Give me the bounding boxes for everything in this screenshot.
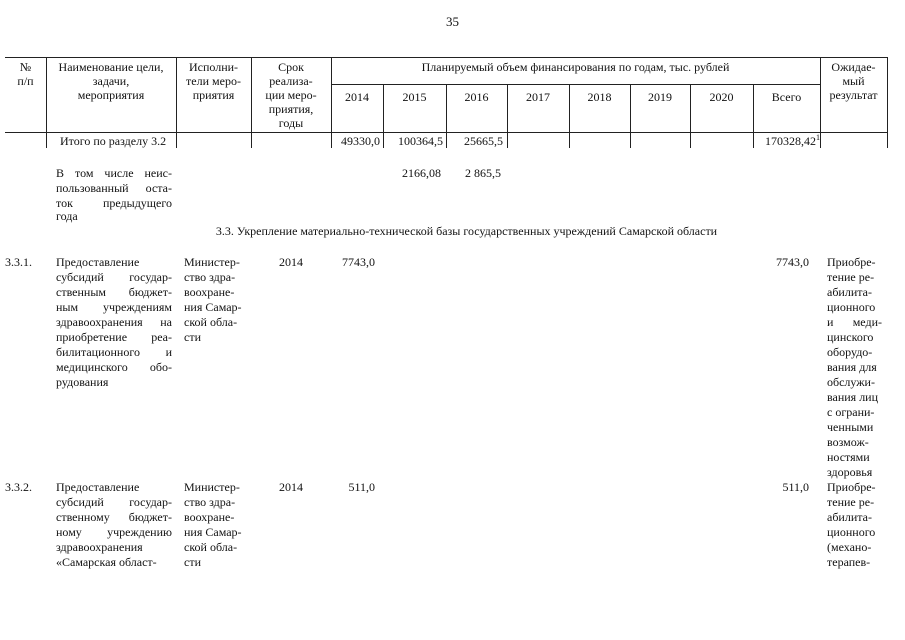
- header-year-2017: 2017: [526, 90, 550, 104]
- header-year-2020: 2020: [709, 90, 734, 104]
- row-result-line: возмож-: [827, 435, 869, 449]
- row-name-line: субсидий государ-: [56, 270, 172, 284]
- row-result-line: (механо-: [827, 540, 872, 554]
- row-number: 3.3.1.: [5, 255, 32, 269]
- row-executor-line: сти: [184, 555, 201, 569]
- row-executor-line: ской обла-: [184, 540, 238, 554]
- section-title: 3.3. Укрепление материально-технической базы государственных учреждений Самарской области: [215, 224, 718, 238]
- row-executor-line: ской обла-: [184, 315, 238, 329]
- row-name-line: билитационного и: [56, 345, 172, 359]
- total-row-label: Итого по разделу 3.2: [60, 134, 167, 148]
- row-result-line: ченными: [827, 420, 874, 434]
- row-executor-line: воохране-: [184, 510, 235, 524]
- row-name-line: ственному бюджет-: [56, 510, 172, 524]
- remainder-line-1: В том числе неис-: [56, 166, 172, 180]
- header-year-2016: 2016: [464, 90, 489, 104]
- header-year-2018: 2018: [587, 90, 612, 104]
- header-year-total: Всего: [771, 90, 802, 104]
- total-row-2014: 49330,0: [341, 134, 380, 148]
- header-num: № п/п: [17, 60, 34, 88]
- row-result-line: вания лиц: [827, 390, 879, 404]
- header-year-2014: 2014: [345, 90, 369, 104]
- header-result: Ожидае- мый результат: [829, 60, 878, 102]
- row-result-line: и меди-: [827, 315, 882, 329]
- remainder-2016: 2 865,5: [465, 166, 501, 180]
- total-row-total: 170328,42$^1$: [765, 133, 820, 148]
- row-result-line: с ограни-: [827, 405, 875, 419]
- row-result-line: тение ре-: [827, 270, 875, 284]
- row-name-line: Предоставление: [56, 255, 140, 269]
- row-result-line: ционного: [827, 300, 876, 314]
- total-row-2016: 25665,5: [464, 134, 503, 148]
- row-value-2014: 511,0: [348, 480, 375, 494]
- row-result-line: абилита-: [827, 510, 872, 524]
- row-result-line: цинского: [827, 330, 874, 344]
- footnote-marker: 1: [816, 133, 820, 142]
- row-number: 3.3.2.: [5, 480, 32, 494]
- page-number: 35: [446, 14, 459, 29]
- header-year-2019: 2019: [648, 90, 672, 104]
- row-result-line: тение ре-: [827, 495, 875, 509]
- row-executor-line: ство здра-: [184, 270, 236, 284]
- remainder-line-4: года: [56, 209, 78, 223]
- row-executor-line: ния Самар-: [184, 525, 242, 539]
- row-result-line: оборудо-: [827, 345, 873, 359]
- row-result-line: ностями: [827, 450, 870, 464]
- row-value-total: 7743,0: [776, 255, 809, 269]
- row-name-line: ному учреждению: [56, 525, 172, 539]
- header-year-2015: 2015: [402, 90, 427, 104]
- row-name-line: здравоохранения на: [56, 315, 172, 329]
- row-executor-line: ния Самар-: [184, 300, 242, 314]
- row-result-line: абилита-: [827, 285, 872, 299]
- row-executor-line: Министер-: [184, 480, 240, 494]
- header-executors: Исполни- тели меро- приятия: [186, 60, 241, 102]
- remainder-line-3: ток предыдущего: [56, 196, 172, 210]
- row-executor-line: Министер-: [184, 255, 240, 269]
- row-period: 2014: [279, 255, 303, 269]
- row-name-line: субсидий государ-: [56, 495, 172, 509]
- row-executor-line: сти: [184, 330, 201, 344]
- row-executor-line: воохране-: [184, 285, 235, 299]
- row-name-line: «Самарская област-: [56, 555, 157, 569]
- row-name-line: приобретение реа-: [56, 330, 172, 344]
- row-executor-line: ство здра-: [184, 495, 236, 509]
- row-name-line: здравоохранения: [56, 540, 143, 554]
- total-row-2015: 100364,5: [398, 134, 443, 148]
- header-financing: Планируемый объем финансирования по годам, тыс. рублей: [421, 60, 730, 74]
- header-name: Наименование цели, задачи, мероприятия: [58, 60, 164, 102]
- row-result-line: терапев-: [827, 555, 871, 569]
- row-name-line: медицинского обо-: [56, 360, 172, 374]
- row-result-line: здоровья: [827, 465, 873, 479]
- row-result-line: ционного: [827, 525, 876, 539]
- row-result-line: обслужи-: [827, 375, 875, 389]
- row-result-line: Приобре-: [827, 255, 876, 269]
- remainder-line-2: пользованный оста-: [56, 181, 172, 195]
- row-result-line: вания для: [827, 360, 877, 374]
- row-name-line: ственным бюджет-: [56, 285, 172, 299]
- row-name-line: ным учреждениям: [56, 300, 172, 314]
- row-name-line: Предоставление: [56, 480, 140, 494]
- row-name-line: рудования: [56, 375, 109, 389]
- row-period: 2014: [279, 480, 303, 494]
- header-period: Срок реализа- ции меро- приятия, годы: [265, 60, 317, 130]
- row-result-line: Приобре-: [827, 480, 876, 494]
- remainder-2015: 2166,08: [402, 166, 441, 180]
- row-value-total: 511,0: [782, 480, 809, 494]
- row-value-2014: 7743,0: [342, 255, 375, 269]
